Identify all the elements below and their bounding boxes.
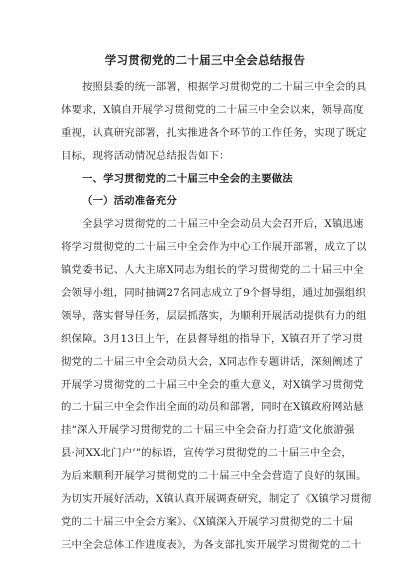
paragraph-line: 体要求，X镇自开展学习贯彻党的二十届三中全会以来，领导高度: [61, 103, 364, 116]
paragraph-line: 目标，现将活动情况总结报告如下：: [61, 149, 230, 162]
paragraph-line: 会领导小组，同时抽调27名同志成立了9个督导组，通过加强组织: [61, 287, 366, 300]
paragraph-line: 将学习贯彻党的二十届三中全会作为中心工作展开部署，成立了以: [61, 241, 367, 254]
paragraph-line: 织保障。3月13日上午，在县督导组的指导下，X镇召开了学习贯: [61, 332, 363, 345]
paragraph-line: 开展学习贯彻党的二十届三中全会的重大意义，对X镇学习贯彻党: [61, 378, 364, 391]
paragraph-line: 三中全会总体工作进度表》，为各支部扎实开展学习贯彻党的二十: [61, 538, 362, 551]
paragraph-line: 全县学习贯彻党的二十届三中全会动员大会召开后，X镇迅速: [82, 218, 364, 231]
paragraph-line: 重视，认真研究部署，扎实推进各个环节的工作任务，实现了既定: [61, 126, 367, 139]
section-heading: 一、学习贯彻党的二十届三中全会的主要做法: [82, 172, 293, 185]
paragraph-line: 领导，落实督导任务，层层抓落实，为顺利开展活动提供有力的组: [61, 309, 367, 322]
paragraph-line: 彻党的二十届三中全会动员大会，X同志作专题讲话，深刻阐述了: [61, 355, 364, 368]
paragraph-line: 县·河XX北门户’”的标语，宣传学习贯彻党的二十届三中全会，: [61, 447, 352, 460]
paragraph-line: 党的二十届三中全会方案》、《X镇深入开展学习贯彻党的二十届: [61, 515, 354, 528]
document-title: 学习贯彻党的二十届三中全会总结报告: [104, 53, 306, 67]
document-body: [61, 76, 372, 557]
paragraph-line: 镇党委书记、人大主席X同志为组长的学习贯彻党的二十届三中全: [61, 264, 364, 277]
paragraph-line: 按照县委的统一部署，根据学习贯彻党的二十届三中全会的具: [82, 81, 367, 93]
paragraph-line: 挂“深入开展学习贯彻党的二十届三中全会奋力打造‘文化旅游强: [61, 424, 355, 437]
paragraph-line: 为后来顺利开展学习贯彻党的二十届三中全会营造了良好的氛围。: [61, 470, 367, 483]
paragraph-line: 为切实开展好活动，X镇认真开展调查研究，制定了《X镇学习贯彻: [61, 493, 372, 506]
paragraph-line: 的二十届三中全会作出全面的动员和部署，同时在X镇政府网站悬: [61, 401, 364, 414]
subsection-heading: （一）活动准备充分: [82, 195, 177, 208]
